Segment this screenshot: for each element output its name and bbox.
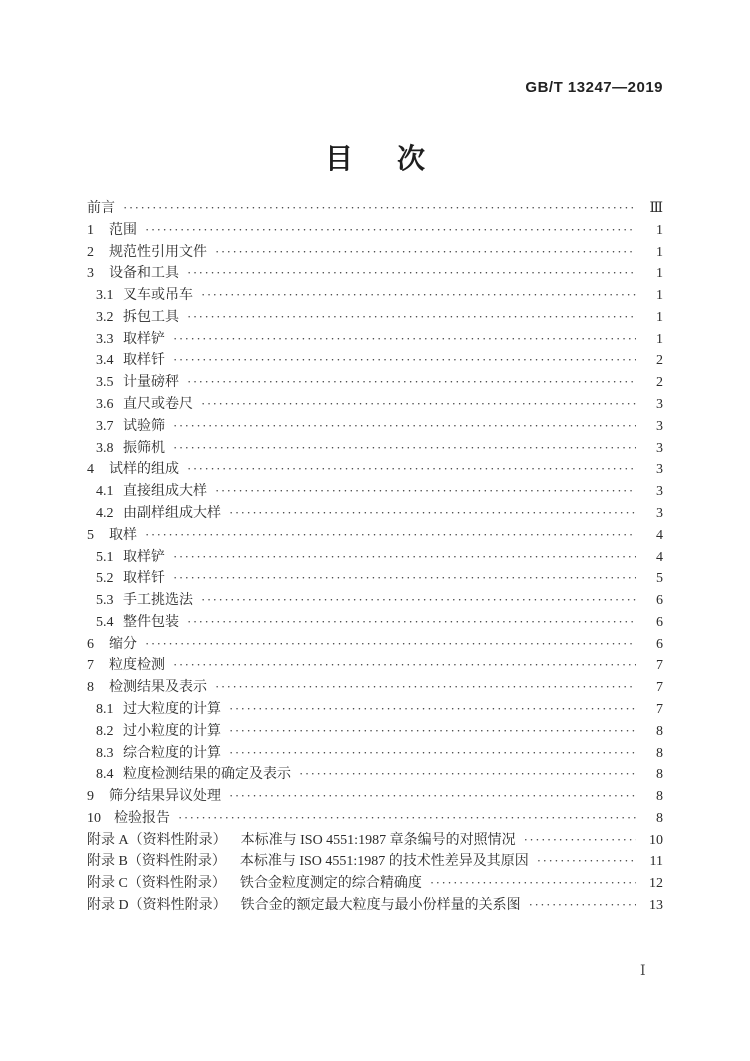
toc-entry-label: 计量磅秤 [123,375,179,391]
toc-entry-number: 2 [87,244,94,260]
toc-entry-number: 4 [87,462,94,478]
toc-leader-dots [201,592,636,607]
toc-entry-number: 8 [87,680,94,696]
toc-entry-label: 检验报告 [114,810,170,826]
toc-leader-dots [145,636,636,651]
toc-entry-number: 10 [87,810,101,826]
toc-row [87,854,663,869]
toc-entry-number: 附录 C（资料性附录） [87,876,226,892]
toc-entry-label: 本标准与 ISO 4551:1987 的技术性差异及其原因 [239,854,529,870]
toc-entry-label: 检测结果及表示 [109,680,207,696]
toc-entry-page: 8 [656,723,663,739]
toc-leader-dots [173,331,636,346]
toc-entry-number: 5.2 [96,571,114,587]
toc-row [87,462,663,477]
toc-entry-page: 3 [656,462,663,478]
toc-leader-dots [229,701,636,716]
toc-entry-number: 6 [87,636,94,652]
toc-leader-dots [529,897,636,912]
toc-entry-label: 取样钎 [123,571,165,587]
toc-entry-number: 4.2 [96,505,114,521]
toc-entry-number: 8.1 [96,701,114,717]
toc-row [87,876,663,891]
toc-entry-label: 筛分结果异议处理 [109,789,221,805]
toc-entry-page: 6 [656,593,663,609]
toc-entry-page: 2 [656,353,663,369]
toc-entry-label: 手工挑选法 [123,593,193,609]
footer-page-number: Ⅰ [640,964,646,979]
toc-entry-page: 6 [656,614,663,630]
toc-entry-label: 前言 [87,201,115,216]
toc-leader-dots [524,832,636,847]
toc-entry-label: 本标准与 ISO 4551:1987 章条编号的对照情况 [240,832,516,848]
toc-leader-dots [173,418,636,433]
toc-entry-label: 综合粒度的计算 [123,745,221,761]
toc-row [87,702,663,717]
toc-entry-label: 由副样组成大样 [123,505,221,521]
toc-entry-number: 3 [87,266,94,282]
toc-leader-dots [187,265,636,280]
toc-leader-dots [229,788,636,803]
toc-entry-number: 3.1 [96,288,114,304]
toc-entry-number: 3.2 [96,309,114,325]
toc-entry-page: 2 [656,375,663,391]
toc-entry-page: 11 [649,854,663,870]
toc-leader-dots [537,853,636,868]
toc-leader-dots [173,549,636,564]
toc-entry-page: 12 [649,876,663,892]
toc-entry-label: 过小粒度的计算 [123,723,221,739]
toc-entry-number: 5.3 [96,593,114,609]
toc-leader-dots [178,810,636,825]
toc-leader-dots [145,222,636,237]
toc-row [87,724,663,739]
toc-row [87,637,663,652]
toc-leader-dots [215,244,636,259]
toc-entry-page: 6 [656,636,663,652]
toc-entry-label: 叉车或吊车 [123,288,193,304]
toc-entry-page: 10 [649,832,663,848]
toc-row [87,680,663,695]
toc-entry-number: 8.2 [96,723,114,739]
toc-entry-label: 振筛机 [123,440,165,456]
toc-row [87,833,663,848]
toc-entry-page: 13 [649,898,663,913]
toc-leader-dots [229,505,636,520]
toc-entry-page: 1 [656,288,663,304]
toc-row [87,397,663,412]
toc-entry-number: 5.1 [96,549,114,565]
toc-entry-number: 8.3 [96,745,114,761]
toc-entry-page: 5 [656,571,663,587]
toc-entry-number: 3.8 [96,440,114,456]
toc-entry-page: 3 [656,397,663,413]
toc-entry-number: 附录 B（资料性附录） [87,854,226,870]
toc-row [87,593,663,608]
toc-row [87,658,663,673]
toc-entry-number: 3.5 [96,375,114,391]
toc-entry-page: 4 [656,527,663,543]
toc-leader-dots [173,570,636,585]
toc-row [87,266,663,281]
toc-leader-dots [430,875,636,890]
toc-entry-label: 取样铲 [123,549,165,565]
toc-entry-label: 拆包工具 [123,309,179,325]
toc-row [87,789,663,804]
toc-row [87,811,663,826]
toc-entry-number: 3.3 [96,331,114,347]
toc-leader-dots [201,396,636,411]
toc-entry-label: 铁合金粒度测定的综合精确度 [239,876,422,892]
toc-entry-page: 7 [656,658,663,674]
toc-leader-dots [215,679,636,694]
toc-row [87,419,663,434]
toc-entry-label: 取样铲 [123,331,165,347]
toc-leader-dots [123,200,636,215]
toc-row [87,201,663,216]
toc-entry-label: 设备和工具 [109,266,179,282]
standard-number: GB/T 13247—2019 [525,79,663,96]
toc-leader-dots [201,287,636,302]
toc-entry-label: 过大粒度的计算 [123,701,221,717]
toc-entry-page: 7 [656,680,663,696]
toc-entry-page: Ⅲ [649,201,663,216]
toc-entry-number: 4.1 [96,484,114,500]
toc-row [87,332,663,347]
toc-entry-page: 7 [656,701,663,717]
toc-leader-dots [187,614,636,629]
toc-entry-number: 8.4 [96,767,114,783]
toc-row [87,571,663,586]
toc-entry-page: 1 [656,266,663,282]
toc-leader-dots [229,745,636,760]
toc-entry-page: 1 [656,244,663,260]
toc-row [87,353,663,368]
toc-leader-dots [145,527,636,542]
toc-leader-dots [187,309,636,324]
toc-leader-dots [173,440,636,455]
toc-entry-number: 3.7 [96,418,114,434]
toc-entry-page: 3 [656,484,663,500]
toc-entry-page: 8 [656,810,663,826]
toc-entry-label: 粒度检测结果的确定及表示 [123,767,291,783]
toc-entry-label: 试验筛 [123,418,165,434]
toc-entry-label: 取样钎 [123,353,165,369]
toc-leader-dots [187,374,636,389]
toc-title: 目 次 [324,144,433,175]
toc-row [87,484,663,499]
toc-entry-number: 附录 A（资料性附录） [87,832,227,848]
toc-row [87,550,663,565]
toc-entry-number: 7 [87,658,94,674]
toc-leader-dots [187,461,636,476]
toc-row [87,375,663,390]
toc-entry-page: 3 [656,440,663,456]
toc-row [87,441,663,456]
toc-entry-number: 9 [87,789,94,805]
toc-row [87,528,663,543]
toc-entry-number: 3.4 [96,353,114,369]
toc-entry-number: 3.6 [96,397,114,413]
toc-leader-dots [215,483,636,498]
toc-leader-dots [299,766,636,781]
toc-row [87,223,663,238]
toc-leader-dots [173,657,636,672]
toc-row [87,898,663,913]
toc-leader-dots [173,352,636,367]
toc-entry-page: 1 [656,309,663,325]
toc-entry-label: 取样 [109,527,137,543]
toc-entry-label: 试样的组成 [109,462,179,478]
toc-entry-page: 4 [656,549,663,565]
toc-row [87,615,663,630]
toc-row [87,767,663,782]
toc-entry-number: 1 [87,222,94,238]
toc-entry-label: 直接组成大样 [123,484,207,500]
toc-entry-label: 范围 [109,222,137,238]
toc-entry-label: 规范性引用文件 [109,244,207,260]
toc-entry-page: 1 [656,331,663,347]
toc-entry-label: 直尺或卷尺 [123,397,193,413]
toc-row [87,746,663,761]
toc-entry-page: 8 [656,745,663,761]
toc-leader-dots [229,723,636,738]
toc-row [87,506,663,521]
toc-entry-label: 粒度检测 [109,658,165,674]
toc-entry-page: 8 [656,789,663,805]
toc-entry-number: 5.4 [96,614,114,630]
toc-entry-page: 3 [656,418,663,434]
toc-entry-number: 附录 D（资料性附录） [87,898,227,913]
toc-entry-label: 整件包装 [123,614,179,630]
toc-entry-label: 缩分 [109,636,137,652]
toc-entry-label: 铁合金的额定最大粒度与最小份样量的关系图 [240,898,521,913]
toc-entry-page: 1 [656,222,663,238]
toc-row [87,310,663,325]
toc-list [87,201,663,913]
toc-row [87,288,663,303]
toc-row [87,245,663,260]
toc-entry-number: 5 [87,527,94,543]
toc-entry-page: 3 [656,505,663,521]
toc-entry-page: 8 [656,767,663,783]
